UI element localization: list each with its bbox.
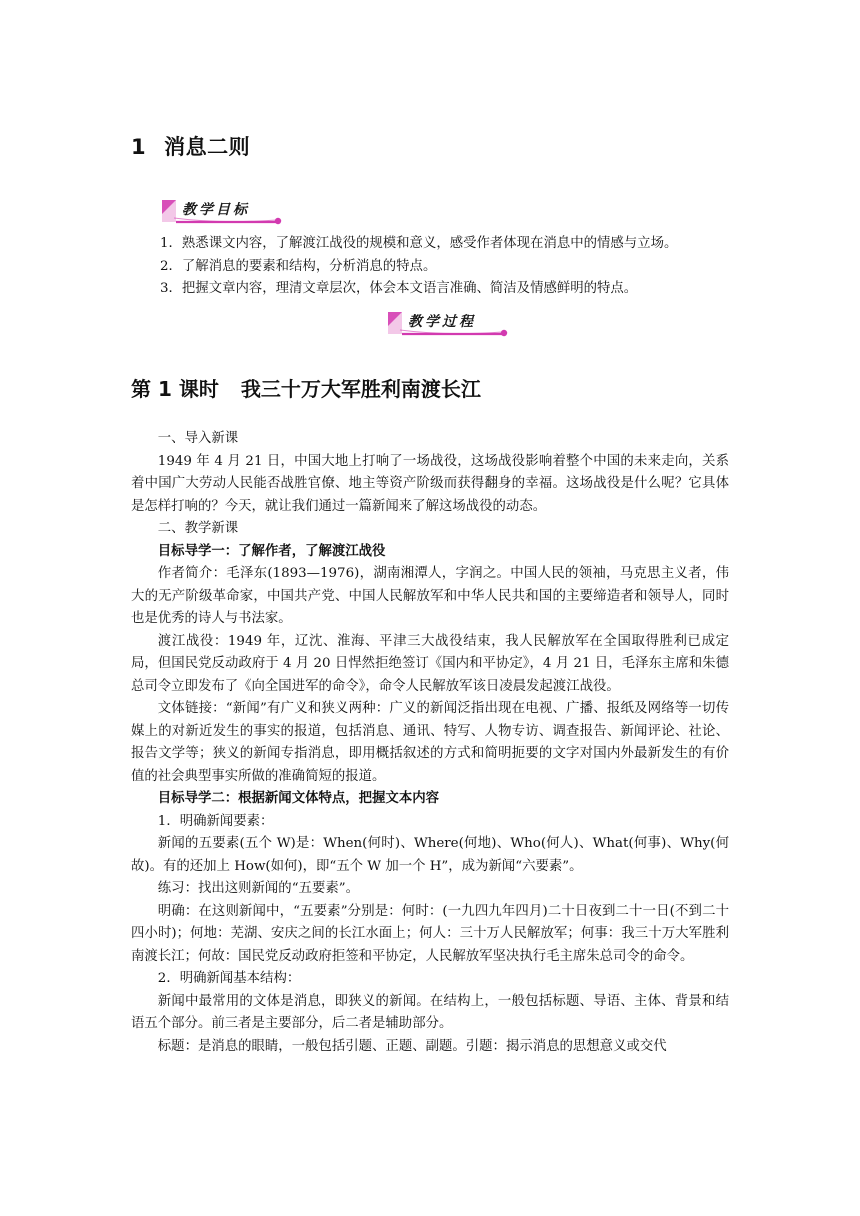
paragraph: 新闻的五要素(五个 W)是：When(何时)、Where(何地)、Who(何人)、What(何事)、Why(何故)。有的还加上 How(如何)，即“五个 W 加一个 H”，成为新闻“六要素”。 [131, 836, 729, 874]
sub-heading: 1．明确新闻要素： [157, 813, 274, 829]
lesson-title-text: 消息二则 [164, 135, 251, 159]
sub-heading: 2．明确新闻基本结构： [157, 971, 301, 986]
goal-heading: 目标导学一：了解作者，了解渡江战役 [157, 543, 386, 559]
paragraph: 作者简介：毛泽东(1893—1976)，湖南湘潭人，字润之。中国人民的领袖，马克思主义者，伟大的无产阶级革命家，中国共产党、中国人民解放军和中华人民共和国的主要缔造者和领导人，同时也是优秀的诗人与书法家。 [131, 566, 729, 626]
section-tag-goals [160, 196, 286, 226]
lesson-number: 1 [131, 135, 147, 159]
paragraph: 练习：找出这则新闻的“五要素”。 [157, 881, 359, 896]
paragraph: 新闻中最常用的文体是消息，即狭义的新闻。在结构上，一般包括标题、导语、主体、背景和结语五个部分。前三者是主要部分，后二者是辅助部分。 [131, 993, 729, 1031]
goal-heading: 目标导学二：根据新闻文体特点，把握文本内容 [157, 791, 439, 806]
goal-item: 3．把握文章内容，理清文章层次，体会本文语言准确、简洁及情感鲜明的特点。 [160, 281, 638, 296]
body-text [131, 428, 729, 1058]
paragraph: 渡江战役：1949 年，辽沈、淮海、平津三大战役结束，我人民解放军在全国取得胜利已成定局，但国民党反动政府于 4 月 20 日悍然拒绝签订《国内和平协定》，4 月 21 日，毛泽东主席和朱德总司令立即发布了《向全国进军的命令》，命令人民解放军该日凌晨发起渡江战役。 [131, 633, 729, 694]
period-title [131, 373, 481, 402]
paragraph: 文体链接：“新闻”有广义和狭义两种：广义的新闻泛指出现在电视、广播、报纸及网络等一切传媒上的对新近发生的事实的报道，包括消息、通讯、特写、人物专访、调查报告、新闻评论、社论、报告文学等；狭义的新闻专指消息，即用概括叙述的方式和简明扼要的文字对国内外最新发生的有价值的社会典型事实所做的准确简短的报道。 [131, 701, 729, 784]
goal-item: 1．熟悉课文内容，了解渡江战役的规模和意义，感受作者体现在消息中的情感与立场。 [160, 236, 678, 251]
paragraph: 明确：在这则新闻中，“五要素”分别是：何时：(一九四九年四月)二十日夜到二十一日(不到二十四小时)；何地：芜湖、安庆之间的长江水面上；何人：三十万人民解放军；何事：我三十万大军胜利南渡长江；何故：国民党反动政府拒签和平协定，人民解放军坚决执行毛主席朱总司令的命令。 [131, 903, 729, 964]
goal-item: 2．了解消息的要素和结构，分析消息的特点。 [160, 258, 437, 274]
paragraph: 1949 年 4 月 21 日，中国大地上打响了一场战役，这场战役影响着整个中国的未来走向，关系着中国广大劳动人民能否战胜官僚、地主等资产阶级而获得翻身的幸福。这场战役是什么呢？它具体是怎样打响的？今天，就让我们通过一篇新闻来了解这场战役的动态。 [131, 453, 729, 514]
lesson-title [131, 131, 250, 161]
section-heading: 一、导入新课 [157, 431, 239, 446]
goal-list [160, 233, 740, 301]
period-title-text: 我三十万大军胜利南渡长江 [240, 377, 481, 401]
section-heading: 二、教学新课 [157, 521, 239, 536]
tag-process-text: 教学过程 [408, 314, 476, 330]
tag-goals-text: 教学目标 [182, 202, 250, 218]
period-label: 第 1 课时 [131, 377, 219, 401]
paragraph: 标题：是消息的眼睛，一般包括引题、正题、副题。引题：揭示消息的思想意义或交代 [157, 1038, 667, 1054]
section-tag-process [386, 308, 512, 338]
